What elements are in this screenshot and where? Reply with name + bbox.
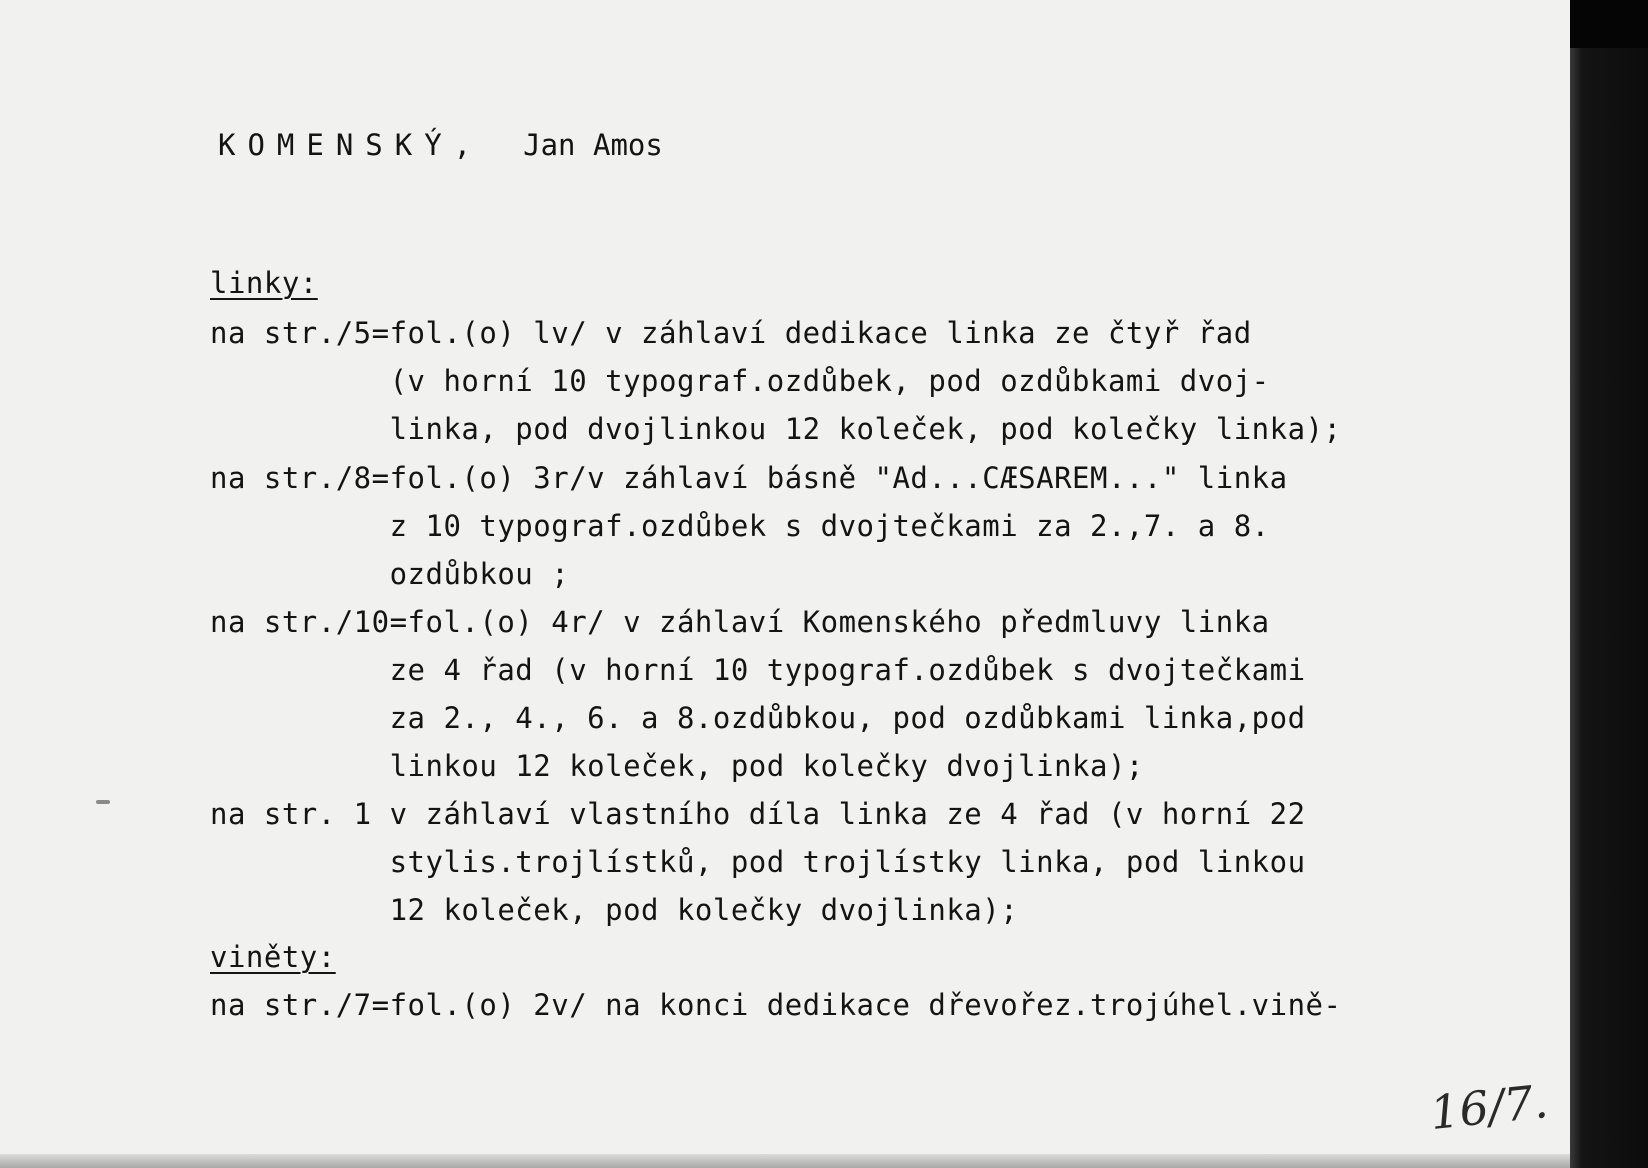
author-surname: KOMENSKÝ,: [218, 128, 484, 162]
author-given-name: Jan Amos: [523, 128, 663, 162]
text-line: na str./8=fol.(o) 3r/v záhlaví básně "Ad...CÆSAREM..." linka: [210, 461, 1288, 495]
text-line: ozdůbkou ;: [210, 557, 570, 591]
text-line: z 10 typograf.ozdůbek s dvojtečkami za 2.,7. a 8.: [210, 509, 1270, 543]
section-label-linky: linky:: [210, 266, 318, 300]
scan-dark-edge: [1570, 0, 1648, 1168]
text-line: na str./5=fol.(o) lv/ v záhlaví dedikace linka ze čtyř řad: [210, 316, 1252, 350]
text-line: ze 4 řad (v horní 10 typograf.ozdůbek s dvojtečkami: [210, 653, 1306, 687]
text-line: linka, pod dvojlinkou 12 koleček, pod kolečky linka);: [210, 412, 1342, 446]
text-line: linkou 12 koleček, pod kolečky dvojlinka);: [210, 749, 1144, 783]
card-heading: [218, 128, 663, 162]
handwritten-note: 16/7.: [1427, 1073, 1551, 1141]
section-label-vinety: viněty:: [210, 940, 336, 974]
text-line: za 2., 4., 6. a 8.ozdůbkou, pod ozdůbkami linka,pod: [210, 701, 1306, 735]
text-line: na str. 1 v záhlaví vlastního díla linka ze 4 řad (v horní 22: [210, 797, 1306, 831]
text-line: (v horní 10 typograf.ozdůbek, pod ozdůbkami dvoj-: [210, 364, 1270, 398]
text-line: stylis.trojlístků, pod trojlístky linka, pod linkou: [210, 845, 1306, 879]
scan-dark-corner: [1570, 0, 1648, 48]
card-bottom-edge: [0, 1154, 1570, 1168]
ink-speck: [96, 800, 110, 804]
text-line: na str./10=fol.(o) 4r/ v záhlaví Komenského předmluvy linka: [210, 605, 1270, 639]
text-line: 12 koleček, pod kolečky dvojlinka);: [210, 893, 1019, 927]
text-line: na str./7=fol.(o) 2v/ na konci dedikace dřevořez.trojúhel.vině-: [210, 988, 1342, 1022]
